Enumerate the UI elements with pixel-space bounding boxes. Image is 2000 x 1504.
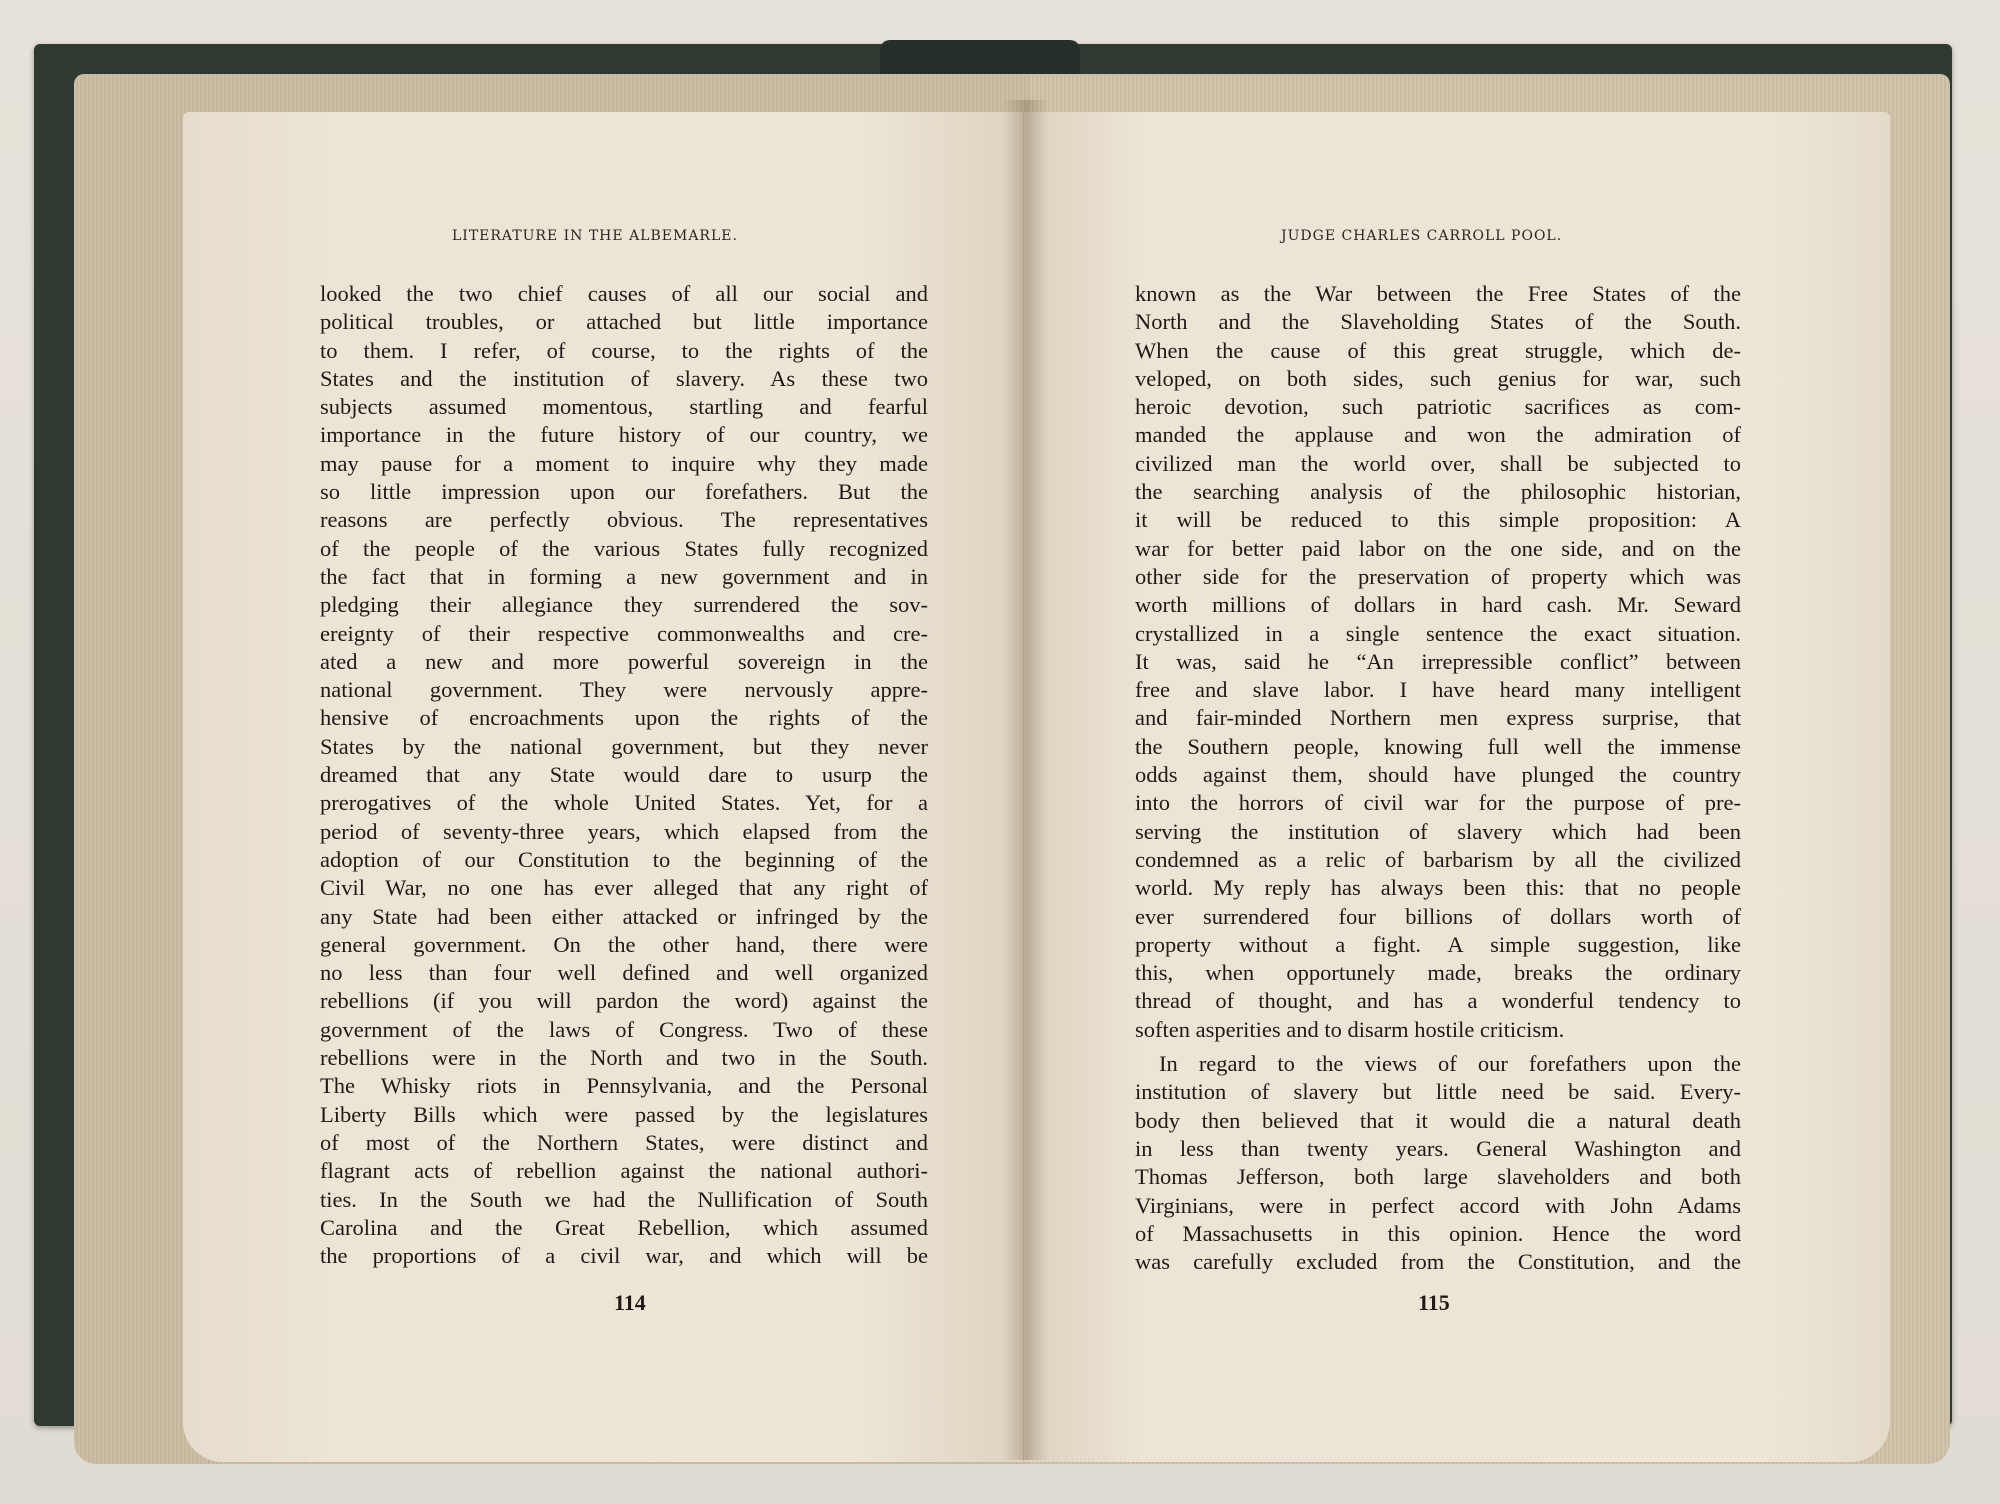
text-line: of Massachusetts in this opinion. Hence the word: [1135, 1220, 1741, 1246]
text-line: odds against them, should have plunged the country: [1135, 762, 1741, 788]
page-number-left: 114: [614, 1290, 646, 1315]
text-line: known as the War between the Free States of the: [1135, 281, 1741, 306]
text-line: ated a new and more powerful sovereign in the: [320, 648, 928, 674]
text-line: rebellions (if you will pardon the word) against the: [320, 988, 928, 1014]
text-line: in less than twenty years. General Washington and: [1135, 1135, 1741, 1161]
text-line: national government. They were nervously appre-: [320, 677, 928, 703]
text-line: so little impression upon our forefathers. But the: [320, 479, 928, 505]
text-line: Virginians, were in perfect accord with John Adams: [1135, 1192, 1741, 1218]
text-line: It was, said he “An irrepressible conflict” between: [1135, 648, 1741, 674]
text-line: adoption of our Constitution to the beginning of the: [320, 846, 928, 872]
text-line: Thomas Jefferson, both large slaveholders and both: [1135, 1164, 1741, 1190]
text-line: of most of the Northern States, were distinct and: [320, 1129, 928, 1155]
text-line: the searching analysis of the philosophic historian,: [1135, 479, 1741, 505]
book-gutter: [1002, 100, 1048, 1460]
text-line: other side for the preservation of property which was: [1135, 563, 1741, 589]
text-line: into the horrors of civil war for the purpose of pre-: [1135, 790, 1741, 816]
text-line: no less than four well defined and well organized: [320, 960, 928, 986]
running-head-left: LITERATURE IN THE ALBEMARLE.: [452, 228, 738, 244]
text-line: serving the institution of slavery which had been: [1135, 818, 1741, 844]
text-line: general government. On the other hand, there were: [320, 931, 928, 957]
text-line: When the cause of this great struggle, which de-: [1135, 337, 1741, 363]
text-line: The Whisky riots in Pennsylvania, and the Personal: [320, 1073, 928, 1099]
text-line: soften asperities and to disarm hostile criticism.: [1135, 1016, 1565, 1042]
text-line: heroic devotion, such patriotic sacrifices as com-: [1135, 394, 1741, 420]
text-line: States and the institution of slavery. As these two: [320, 365, 928, 391]
text-line: manded the applause and won the admiration of: [1135, 422, 1741, 448]
right-page-text: [1135, 280, 1741, 1276]
text-line: the fact that in forming a new government and in: [320, 563, 928, 589]
text-line: worth millions of dollars in hard cash. Mr. Seward: [1135, 592, 1741, 618]
running-head-right: JUDGE CHARLES CARROLL POOL.: [1281, 228, 1563, 244]
page-number-right: 115: [1418, 1290, 1450, 1315]
text-line: dreamed that any State would dare to usurp the: [320, 762, 928, 788]
text-line: North and the Slaveholding States of the South.: [1135, 309, 1741, 335]
text-line: In regard to the views of our forefathers upon the: [1159, 1051, 1741, 1077]
text-line: Carolina and the Great Rebellion, which assumed: [320, 1214, 928, 1240]
text-line: subjects assumed momentous, startling and fearful: [320, 394, 928, 420]
text-line: body then believed that it would die a natural death: [1135, 1107, 1741, 1133]
text-line: political troubles, or attached but little importance: [320, 309, 928, 335]
text-line: and fair-minded Northern men express surprise, that: [1135, 705, 1741, 731]
text-line: free and slave labor. I have heard many intelligent: [1135, 677, 1741, 703]
text-line: prerogatives of the whole United States. Yet, for a: [320, 790, 928, 816]
text-line: hensive of encroachments upon the rights of the: [320, 705, 928, 731]
text-line: ereignty of their respective commonwealths and cre-: [320, 620, 928, 646]
text-line: thread of thought, and has a wonderful tendency to: [1135, 988, 1741, 1014]
text-line: rebellions were in the North and two in the South.: [320, 1045, 928, 1071]
text-line: any State had been either attacked or infringed by the: [320, 903, 928, 929]
text-line: pledging their allegiance they surrendered the sov-: [320, 592, 928, 618]
text-line: property without a fight. A simple suggestion, like: [1135, 931, 1741, 957]
text-line: war for better paid labor on the one side, and on the: [1135, 535, 1741, 561]
text-line: civilized man the world over, shall be subjected to: [1135, 450, 1741, 476]
text-line: institution of slavery but little need be said. Every-: [1135, 1079, 1741, 1105]
text-line: the Southern people, knowing full well the immense: [1135, 733, 1741, 759]
text-line: it will be reduced to this simple proposition: A: [1135, 507, 1741, 533]
text-line: ever surrendered four billions of dollars worth of: [1135, 903, 1741, 929]
text-line: may pause for a moment to inquire why they made: [320, 450, 928, 476]
text-line: crystallized in a single sentence the exact situation.: [1135, 620, 1741, 646]
left-page-text: [320, 280, 928, 1270]
text-line: Civil War, no one has ever alleged that any right of: [320, 875, 928, 901]
text-line: this, when opportunely made, breaks the ordinary: [1135, 960, 1741, 986]
text-line: Liberty Bills which were passed by the legislatures: [320, 1101, 928, 1127]
text-line: veloped, on both sides, such genius for war, such: [1135, 365, 1741, 391]
text-line: looked the two chief causes of all our social and: [320, 281, 928, 306]
text-line: to them. I refer, of course, to the rights of the: [320, 337, 928, 363]
text-line: of the people of the various States fully recognized: [320, 535, 928, 561]
text-line: government of the laws of Congress. Two of these: [320, 1016, 928, 1042]
text-line: condemned as a relic of barbarism by all the civilized: [1135, 846, 1741, 872]
text-line: importance in the future history of our country, we: [320, 422, 928, 448]
text-line: the proportions of a civil war, and which will be: [320, 1243, 928, 1269]
text-line: was carefully excluded from the Constitution, and the: [1135, 1249, 1741, 1275]
text-line: world. My reply has always been this: that no people: [1135, 875, 1741, 901]
text-line: flagrant acts of rebellion against the national authori-: [320, 1158, 928, 1184]
text-line: reasons are perfectly obvious. The representatives: [320, 507, 928, 533]
text-line: States by the national government, but they never: [320, 733, 928, 759]
text-line: period of seventy-three years, which elapsed from the: [320, 818, 928, 844]
text-line: ties. In the South we had the Nullification of South: [320, 1186, 928, 1212]
